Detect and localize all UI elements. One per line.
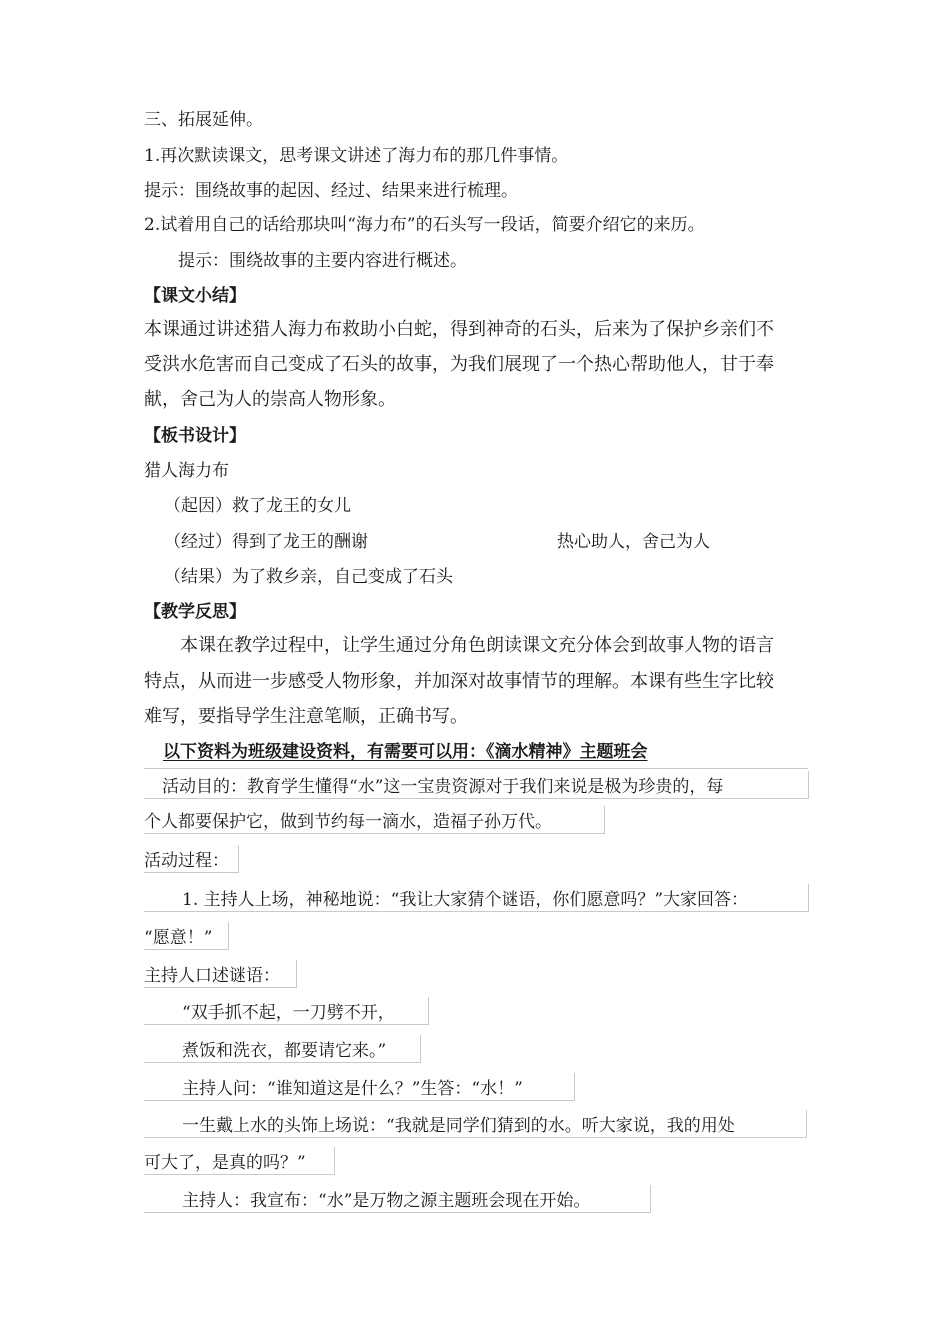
board-process: （经过）得到了龙王的酬谢 (164, 532, 368, 552)
reflection-line: 本课在教学过程中，让学生通过分角色朗读课文充分体会到故事人物的语言 (180, 635, 774, 656)
activity-process-label: 活动过程： (144, 851, 229, 871)
board-cause: （起因）救了龙王的女儿 (164, 496, 351, 516)
board-title: 猎人海力布 (144, 461, 229, 481)
host-question: 主持人问：“谁知道这是什么？”生答：“水！” (182, 1079, 523, 1099)
question-1: 1.再次默读课文，思考课文讲述了海力布的那几件事情。 (144, 146, 569, 166)
appendix-title: 以下资料为班级建设资料，有需要可以用：《滴水精神》主题班会 (163, 742, 648, 762)
hint-2: 提示：围绕故事的主要内容进行概述。 (178, 251, 467, 271)
summary-line: 本课通过讲述猎人海力布救助小白蛇，得到神奇的石头，后来为了保护乡亲们不 (144, 319, 774, 340)
step-1-line: 1. 主持人上场，神秘地说：“我让大家猜个谜语，你们愿意吗？”大家回答： (182, 890, 749, 910)
riddle-line: “双手抓不起，一刀劈不开， (182, 1003, 395, 1023)
section-title: 三、拓展延伸。 (144, 110, 263, 130)
riddle-label: 主持人口述谜语： (144, 966, 280, 986)
hint-1: 提示：围绕故事的起因、经过、结果来进行梳理。 (144, 181, 518, 201)
question-2: 2.试着用自己的话给那块叫“海力布”的石头写一段话，简要介绍它的来历。 (144, 215, 705, 235)
activity-goal-line: 个人都要保护它，做到节约每一滴水，造福子孙万代。 (144, 812, 552, 832)
step-1-answer: “愿意！” (144, 928, 213, 948)
board-heading: 【板书设计】 (144, 426, 246, 446)
reflection-heading: 【教学反思】 (144, 602, 246, 622)
summary-heading: 【课文小结】 (144, 286, 246, 306)
riddle-line: 煮饭和洗衣，都要请它来。” (182, 1041, 387, 1061)
water-speech-line: 一生戴上水的头饰上场说：“我就是同学们猜到的水。听大家说，我的用处 (182, 1116, 735, 1136)
board-theme: 热心助人，舍己为人 (557, 532, 710, 552)
board-result: （结果）为了救乡亲，自己变成了石头 (164, 567, 453, 587)
summary-line: 献，舍己为人的崇高人物形象。 (144, 389, 396, 410)
summary-line: 受洪水危害而自己变成了石头的故事，为我们展现了一个热心帮助他人，甘于奉 (144, 354, 774, 375)
reflection-line: 难写，要指导学生注意笔顺，正确书写。 (144, 706, 468, 727)
box-border (144, 768, 808, 769)
reflection-line: 特点，从而进一步感受人物形象，并加深对故事情节的理解。本课有些生字比较 (144, 671, 774, 692)
host-announcement: 主持人：我宣布：“水”是万物之源主题班会现在开始。 (182, 1191, 591, 1211)
water-speech-line: 可大了，是真的吗？” (144, 1153, 306, 1173)
activity-goal-line: 活动目的：教育学生懂得“水”这一宝贵资源对于我们来说是极为珍贵的，每 (162, 777, 724, 797)
